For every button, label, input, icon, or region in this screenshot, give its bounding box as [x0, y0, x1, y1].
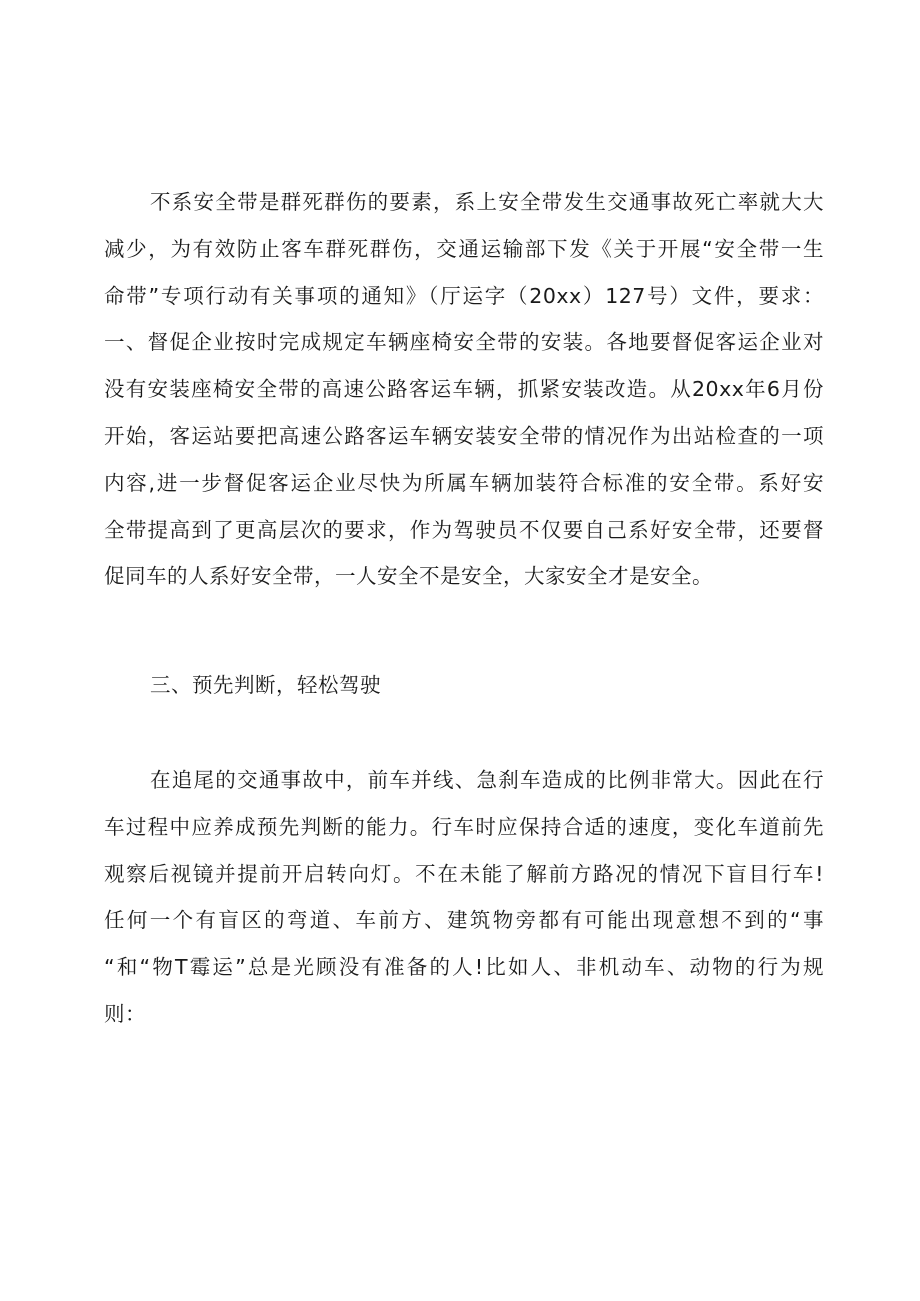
paragraph-line: 没有安装座椅安全带的高速公路客运车辆，抓紧安装改造。从20xx年6月份 — [104, 377, 824, 402]
paragraph-line: 命带”专项行动有关事项的通知》（厅运字（20xx）127号）文件，要求： — [104, 283, 824, 308]
paragraph-line: 内容,进一步督促客运企业尽快为所属车辆加装符合标准的安全带。系好安 — [104, 470, 824, 495]
paragraph-line: 不系安全带是群死群伤的要素，系上安全带发生交通事故死亡率就大大 — [150, 190, 824, 214]
paragraph-line: 减少，为有效防止客车群死群伤，交通运输部下发《关于开展“安全带一生 — [104, 236, 824, 261]
paragraph-prediction — [104, 757, 824, 1038]
paragraph-line: 在追尾的交通事故中，前车并线、急刹车造成的比例非常大。因此在行 — [150, 768, 824, 792]
paragraph-line: 全带提高到了更高层次的要求，作为驾驶员不仅要自己系好安全带，还要督 — [104, 517, 824, 542]
paragraph-line: 车过程中应养成预先判断的能力。行车时应保持合适的速度，变化车道前先 — [104, 814, 824, 839]
section-heading-text: 三、预先判断，轻松驾驶 — [150, 673, 381, 697]
paragraph-line: 任何一个有盲区的弯道、车前方、建筑物旁都有可能出现意想不到的“事 — [104, 908, 824, 933]
paragraph-line: 则： — [104, 1001, 146, 1026]
paragraph-line: 一、督促企业按时完成规定车辆座椅安全带的安装。各地要督促客运企业对 — [104, 330, 824, 355]
paragraph-line: “和“物T霉运”总是光顾没有准备的人!比如人、非机动车、动物的行为规 — [104, 955, 824, 980]
paragraph-seatbelt — [104, 179, 824, 600]
paragraph-line: 促同车的人系好安全带，一人安全不是安全，大家安全才是安全。 — [104, 564, 713, 589]
section-heading — [104, 662, 824, 709]
paragraph-line: 开始，客运站要把高速公路客运车辆安装安全带的情况作为出站检查的一项 — [104, 423, 824, 448]
paragraph-line: 观察后视镜并提前开启转向灯。不在未能了解前方路况的情况下盲目行车! — [104, 861, 824, 886]
